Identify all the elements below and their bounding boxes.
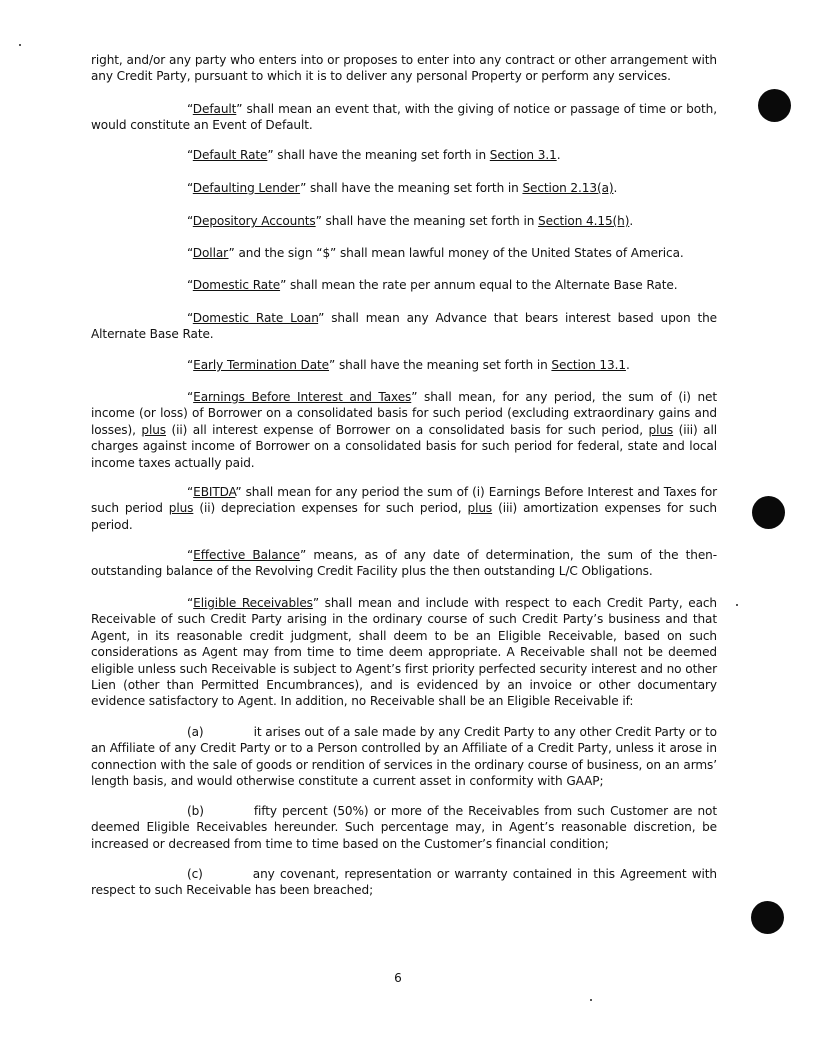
section-reference: Section 4.15(h)	[538, 214, 630, 228]
term-ebitda: EBITDA	[193, 485, 236, 499]
punch-hole-icon	[758, 89, 791, 122]
definition-ebitda: “EBITDA” shall mean for any period the sum of (i) Earnings Before Interest and Taxes for such period plus (ii) depreciation expenses for such period, plus (iii) amortization expenses for such period.	[91, 485, 717, 532]
list-item-a: (a) it arises out of a sale made by any Credit Party to any other Credit Party or to an Affiliate of any Credit Party or to a Person controlled by an Affiliate of a Credit Party, unless it arose in connection with the sale of goods or rendition of services in the ordinary course of business, on an arms’ length basis, and would otherwise constitute a current asset in conformity with GAAP;	[91, 725, 717, 789]
page-number: 6	[394, 971, 402, 985]
term-domestic-rate: Domestic Rate	[192, 278, 281, 292]
section-reference: Section 3.1	[489, 148, 557, 162]
term-eligible-receivables: Eligible Receivables	[193, 596, 313, 610]
plus-word: plus	[467, 501, 493, 516]
term-dollar: Dollar	[192, 246, 229, 260]
punch-hole-icon	[751, 901, 784, 934]
term-ebit: Earnings Before Interest and Taxes	[193, 390, 412, 404]
scan-speck	[19, 44, 21, 46]
section-reference: Section 13.1	[551, 358, 626, 372]
list-label-a: (a)	[187, 725, 204, 739]
definition-dollar: “Dollar” and the sign “$” shall mean lawful money of the United States of America.	[187, 246, 684, 260]
term-domestic-rate-loan: Domestic Rate Loan	[192, 311, 319, 325]
definition-default: “Default” shall mean an event that, with the giving of notice or passage of time or both, would constitute an Event of Default.	[91, 102, 717, 133]
definition-depository-accounts: “Depository Accounts” shall have the meaning set forth in Section 4.15(h).	[187, 214, 634, 228]
definition-default-rate: “Default Rate” shall have the meaning set forth in Section 3.1.	[187, 148, 561, 162]
definition-ebit: “Earnings Before Interest and Taxes” shall mean, for any period, the sum of (i) net income (or loss) of Borrower on a consolidated basis for such period (excluding extraordinary gains and losses), plus (ii) all interest expense of Borrower on a consolidated basis for such period, plus (iii) all charges against income of Borrower on a consolidated basis for such period for federal, state and local income taxes actually paid.	[91, 390, 717, 470]
definition-eligible-receivables: “Eligible Receivables” shall mean and include with respect to each Credit Party, each Receivable of such Credit Party arising in the ordinary course of such Credit Party’s business and that Agent, in its reasonable credit judgment, shall deem to be an Eligible Receivable, based on such considerations as Agent may from time to time deem appropriate. A Receivable shall not be deemed eligible unless such Receivable is subject to Agent’s first priority perfected security interest and no other Lien (other than Permitted Encumbrances), and is evidenced by an invoice or other documentary evidence satisfactory to Agent. In addition, no Receivable shall be an Eligible Receivable if:	[91, 596, 717, 709]
term-effective-balance: Effective Balance	[193, 548, 300, 562]
definition-early-termination-date: “Early Termination Date” shall have the meaning set forth in Section 13.1.	[187, 358, 630, 372]
list-item-b: (b) fifty percent (50%) or more of the Receivables from such Customer are not deemed Eligible Receivables hereunder. Such percentage may, in Agent’s reasonable discretion, be increased or decreased from time to time based on the Customer’s financial condition;	[91, 804, 717, 851]
plus-word: plus	[168, 501, 194, 516]
section-reference: Section 2.13(a)	[522, 181, 614, 195]
definition-domestic-rate: “Domestic Rate” shall mean the rate per annum equal to the Alternate Base Rate.	[187, 278, 678, 292]
term-default: Default	[192, 102, 237, 116]
definition-effective-balance: “Effective Balance” means, as of any date of determination, the sum of the then-outstanding balance of the Revolving Credit Facility plus the then outstanding L/C Obligations.	[91, 548, 717, 579]
definition-domestic-rate-loan: “Domestic Rate Loan” shall mean any Advance that bears interest based upon the Alternate Base Rate.	[91, 311, 717, 342]
term-depository-accounts: Depository Accounts	[192, 214, 316, 228]
term-early-termination-date: Early Termination Date	[193, 358, 330, 372]
plus-word: plus	[648, 422, 674, 437]
scan-speck	[590, 999, 592, 1001]
intro-paragraph: right, and/or any party who enters into or proposes to enter into any contract or other arrangement with any Credit Party, pursuant to which it is to deliver any personal Property or perform any services.	[91, 53, 717, 84]
list-label-b: (b)	[187, 804, 204, 818]
punch-hole-icon	[752, 496, 785, 529]
plus-word: plus	[141, 422, 166, 437]
list-item-c: (c) any covenant, representation or warranty contained in this Agreement with respect to such Receivable has been breached;	[91, 867, 717, 898]
term-defaulting-lender: Defaulting Lender	[192, 181, 301, 195]
definition-defaulting-lender: “Defaulting Lender” shall have the meaning set forth in Section 2.13(a).	[187, 181, 618, 195]
scan-speck	[736, 604, 738, 606]
term-default-rate: Default Rate	[192, 148, 268, 162]
list-label-c: (c)	[187, 867, 203, 881]
